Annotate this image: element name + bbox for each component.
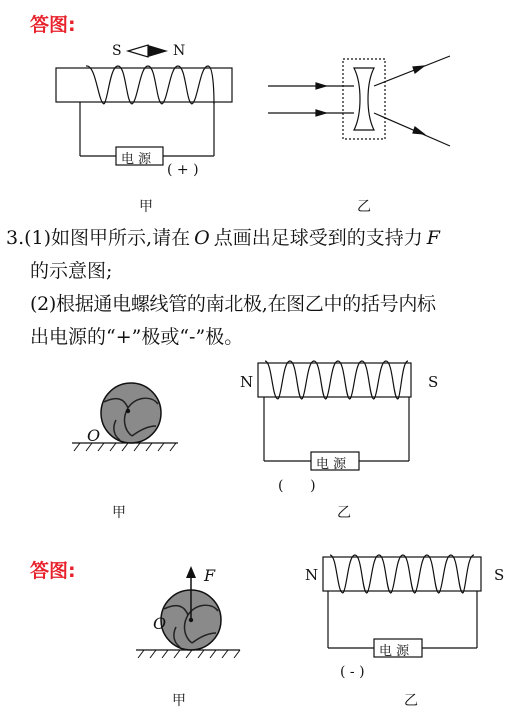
compass-n-label: N xyxy=(173,43,186,59)
power-label: 电 源 xyxy=(316,457,347,472)
o-label: O xyxy=(87,426,101,445)
n-label: N xyxy=(240,373,254,391)
brackets: ( ) xyxy=(278,478,316,494)
question-part1-a: (1)如图甲所示,请在 xyxy=(24,227,191,249)
caption-jia: 甲 xyxy=(172,693,186,709)
question-part1-b: 点画出足球受到的支持力 xyxy=(213,227,423,249)
polarity-label: ( - ) xyxy=(340,664,365,680)
power-label: 电 源 xyxy=(121,152,152,167)
s-label: S xyxy=(494,566,505,584)
caption-yi: 乙 xyxy=(337,505,351,521)
f-label: F xyxy=(204,566,216,585)
answer-label: 答图: xyxy=(30,560,76,582)
s-label: S xyxy=(428,373,439,391)
n-label: N xyxy=(305,566,319,584)
power-label: 电 源 xyxy=(379,644,410,659)
caption-jia: 甲 xyxy=(139,199,153,215)
polarity-label: ( + ) xyxy=(167,162,199,178)
force-f: F xyxy=(426,227,440,249)
caption-yi: 乙 xyxy=(357,199,371,215)
question-number: 3. xyxy=(6,227,25,249)
o-label: O xyxy=(153,614,167,633)
question-line-1 xyxy=(6,229,440,248)
question-line-3: (2)根据通电螺线管的南北极,在图乙中的括号内标 xyxy=(30,293,436,315)
compass-needle xyxy=(128,45,168,57)
compass-s-label: S xyxy=(112,43,122,59)
point-o: O xyxy=(194,227,210,249)
question-line-2: 的示意图; xyxy=(30,260,113,282)
answer-label: 答图: xyxy=(30,14,76,36)
football-bottom xyxy=(136,566,240,658)
caption-yi: 乙 xyxy=(404,693,418,709)
concave-lens-diagram xyxy=(268,56,450,146)
caption-jia: 甲 xyxy=(112,505,126,521)
question-line-4: 出电源的“+”极或“-”极。 xyxy=(30,326,244,348)
